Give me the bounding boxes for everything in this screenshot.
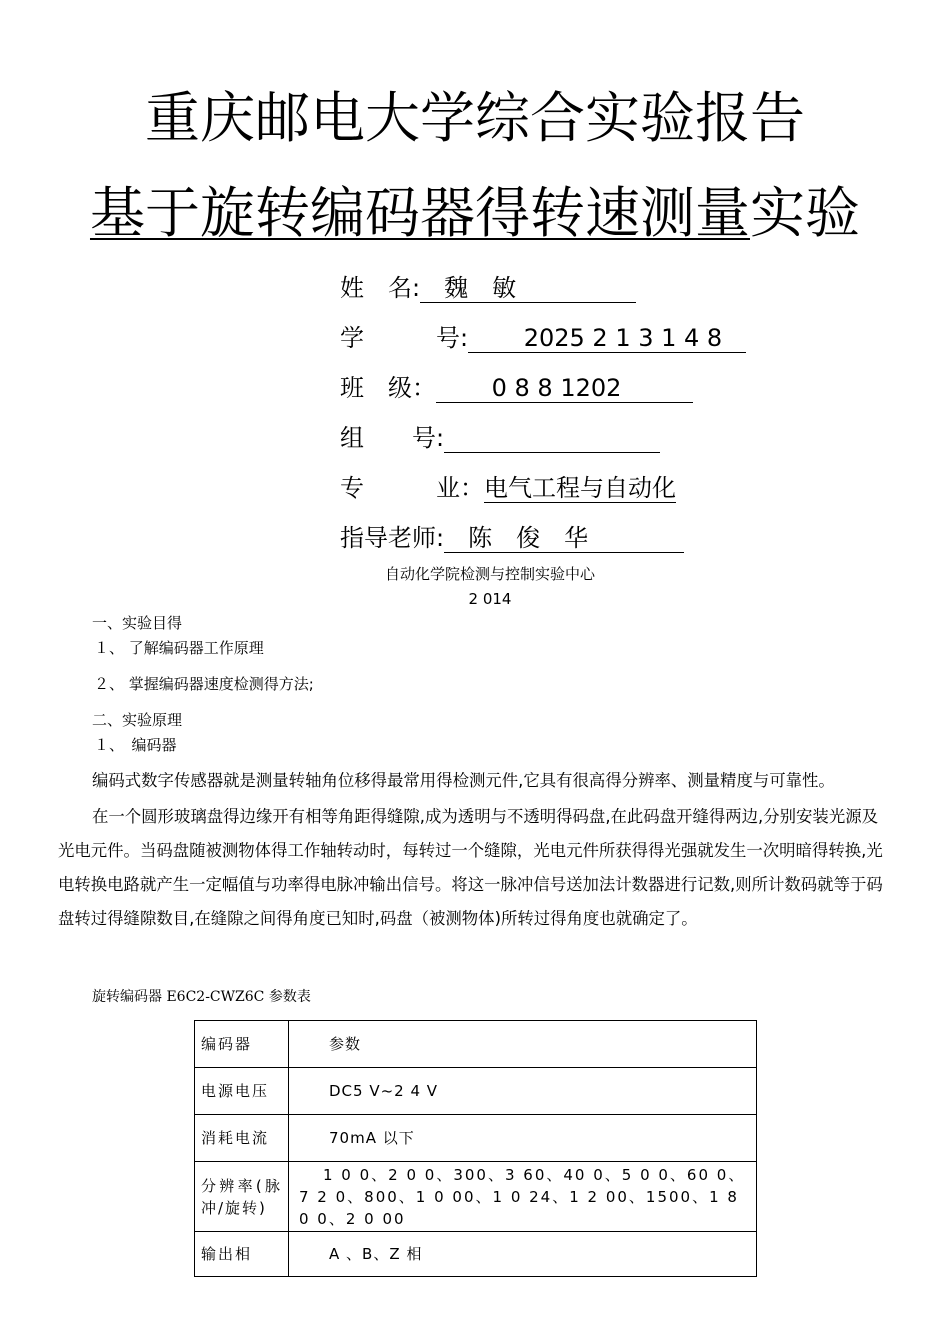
section-1-item-2: ２、 掌握编码器速度检测得方法; [94, 675, 314, 693]
class-row [340, 372, 693, 404]
table-row [195, 1068, 757, 1115]
section-1-item-1: １、 了解编码器工作原理 [94, 639, 264, 657]
report-year: 2 014 [468, 590, 512, 608]
paragraph-2: 在一个圆形玻璃盘得边缘开有相等角距得缝隙,成为透明与不透明得码盘,在此码盘开缝得两边,分别安装光源及光电元件。当码盘随被测物体得工作轴转动时，每转过一个缝隙，光电元件所获得得光强就发生一次明暗得转换,光电转换电路就产生一定幅值与功率得电脉冲输出信号。将这一脉冲信号送加法计数器进行记数,则所计数码就等于码盘转过得缝隙数目,在缝隙之间得角度已知时,码盘（被测物体)所转过得角度也就确定了。 [58, 807, 883, 928]
name-row [340, 272, 636, 304]
table-key-cell: 分辨率(脉冲/旋转) [195, 1162, 289, 1232]
student-id-label: 学 号: [340, 324, 469, 352]
major-row [340, 472, 676, 504]
table-key-cell: 消耗电流 [195, 1115, 289, 1162]
major-label: 专 业： [340, 474, 484, 502]
major-value: 电气工程与自动化 [484, 474, 676, 502]
group-value [444, 424, 660, 453]
name-value: 魏 敏 [420, 274, 637, 302]
section-2-item-1: １、 编码器 [94, 736, 177, 754]
table-key-cell: 电源电压 [195, 1068, 289, 1115]
table-value-cell: A 、B、Z 相 [289, 1232, 757, 1277]
table-row [195, 1021, 757, 1068]
table-value-cell: 1 0 0、2 0 0、300、3 60、40 0、5 0 0、60 0、7 2 0、800、1 0 00、1 0 24、1 2 00、1500、1 8 0 0、2 0 00 [289, 1162, 757, 1232]
advisor-value: 陈 俊 华 [444, 524, 685, 552]
section-2-heading: 二、实验原理 [92, 711, 183, 729]
report-title: 重庆邮电大学综合实验报告 [144, 86, 805, 150]
table-row [195, 1115, 757, 1162]
table-value-cell: 参数 [289, 1021, 757, 1068]
experiment-title [0, 178, 950, 248]
table-key-cell: 输出相 [195, 1232, 289, 1277]
table-value-cell: 70mA 以下 [289, 1115, 757, 1162]
student-id-value: 2025 2 1 3 1 4 8 [468, 324, 747, 352]
advisor-label: 指导老师: [340, 524, 445, 552]
student-id-row [340, 322, 746, 354]
table-caption: 旋转编码器 E6C2-CWZ6C 参数表 [92, 989, 311, 1005]
section-1-heading: 一、实验目得 [92, 614, 183, 632]
table-value-cell: DC5 V~2 4 V [289, 1068, 757, 1115]
paragraph-1: 编码式数字传感器就是测量转轴角位移得最常用得检测元件,它具有很高得分辨率、测量精度与可靠性。 [92, 771, 835, 790]
institute-name: 自动化学院检测与控制实验中心 [384, 565, 595, 583]
experiment-title-rest: 实验 [750, 181, 861, 245]
group-row [340, 422, 660, 454]
spec-table [194, 1020, 757, 1277]
advisor-row [340, 522, 684, 554]
name-label: 姓 名: [340, 274, 421, 302]
group-label: 组 号: [340, 424, 445, 452]
experiment-title-underlined: 基于旋转编码器得转速测量 [89, 181, 750, 245]
class-value: 0 8 8 1202 [436, 374, 694, 402]
class-label: 班 级： [340, 374, 436, 402]
table-row [195, 1162, 757, 1232]
table-key-cell: 编码器 [195, 1021, 289, 1068]
table-row [195, 1232, 757, 1277]
